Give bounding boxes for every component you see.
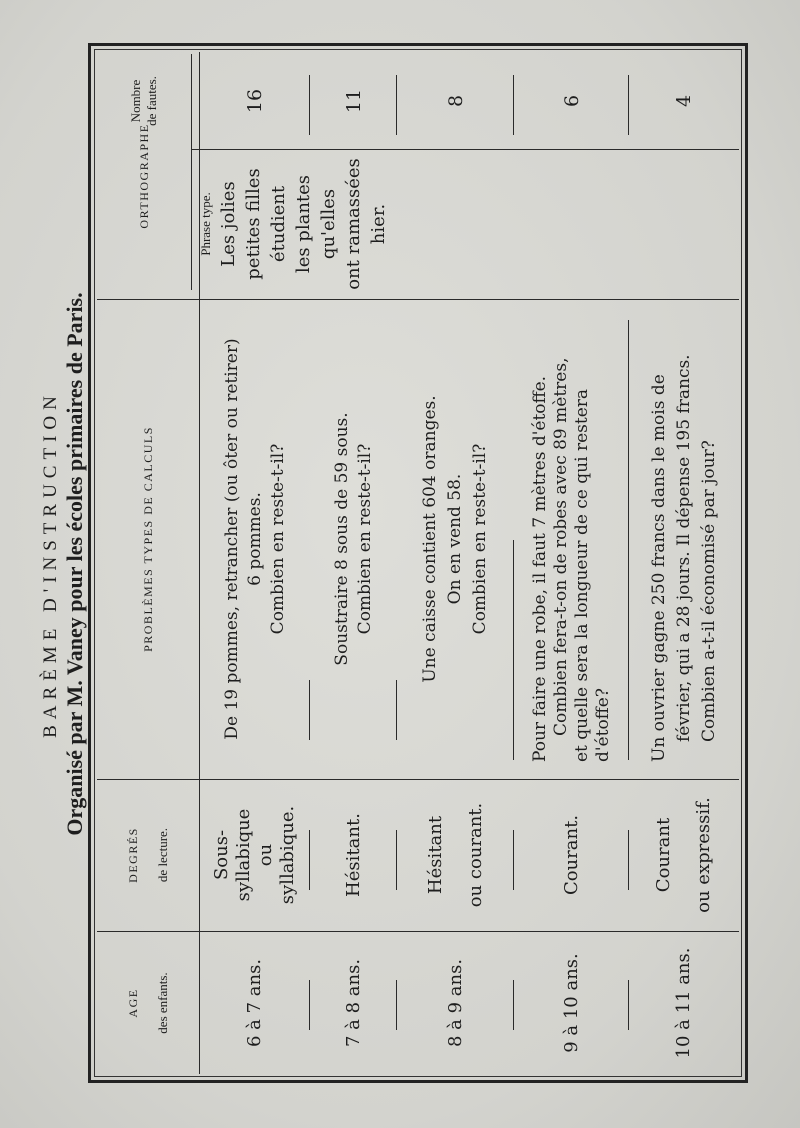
probleme-line: Pour faire une robe, il faut 7 mètres d'étoffe. bbox=[529, 375, 550, 762]
probleme-line: Combien en reste-t-il? bbox=[267, 443, 288, 635]
fautes-value: 16 bbox=[244, 88, 266, 114]
phrase-line: Les jolies bbox=[217, 181, 239, 267]
header-nombre bbox=[97, 54, 191, 148]
phrase-line: les plantes bbox=[292, 174, 314, 274]
row2-probleme bbox=[311, 300, 396, 778]
probleme-line: d'étoffe? bbox=[592, 688, 613, 762]
row4-age bbox=[515, 932, 628, 1074]
header-degres bbox=[97, 780, 199, 930]
page-subtitle: Organisé par M. Vaney pour les écoles primaires de Paris. bbox=[62, 292, 87, 836]
probleme-line: Un ouvrier gagne 250 francs dans le mois de bbox=[648, 374, 669, 762]
degre-line: Hésitant. bbox=[342, 813, 364, 897]
header-orthographe-label: ORTHOGRAPHE bbox=[136, 123, 151, 229]
degre-line: syllabique bbox=[233, 808, 254, 902]
header-degres-sub: de lecture. bbox=[154, 827, 170, 883]
row2-degre bbox=[311, 780, 396, 930]
probleme-line: février, qui a 28 jours. Il dépense 195 francs. bbox=[673, 354, 694, 742]
header-age-sub: des enfants. bbox=[154, 972, 170, 1034]
fautes-value: 6 bbox=[560, 94, 583, 108]
row1-probleme bbox=[201, 300, 309, 778]
row3-degre bbox=[398, 780, 513, 930]
age-value: 8 à 9 ans. bbox=[444, 958, 466, 1048]
phrase-line: ont ramassées bbox=[342, 158, 364, 290]
probleme-line: On en vend 58. bbox=[445, 473, 465, 605]
header-age-label: AGE bbox=[125, 988, 140, 1018]
page-title: BARÈME D'INSTRUCTION bbox=[40, 390, 61, 738]
row2-fautes bbox=[311, 54, 396, 148]
phrase-line: hier. bbox=[367, 203, 389, 245]
row1-degre bbox=[201, 780, 309, 930]
row1-fautes bbox=[201, 54, 309, 148]
age-value: 9 à 10 ans. bbox=[560, 953, 582, 1053]
probleme-line: Combien a-t-il économisé par jour? bbox=[698, 440, 719, 742]
row5-age bbox=[630, 932, 738, 1074]
degre-line: Courant. bbox=[560, 814, 582, 896]
row4-probleme bbox=[515, 300, 628, 762]
row4-degre bbox=[515, 780, 628, 930]
phrase-line: qu'elles bbox=[317, 188, 339, 260]
header-problemes bbox=[97, 300, 199, 778]
header-degres-label: DEGRÉS bbox=[125, 827, 140, 883]
degre-line: ou bbox=[255, 843, 276, 867]
header-phrase-label: Phrase type. bbox=[198, 192, 213, 256]
header-nombre-sub: de fautes. bbox=[144, 76, 159, 126]
age-value: 6 à 7 ans. bbox=[244, 958, 265, 1048]
probleme-line: et quelle sera la longueur de ce qui restera bbox=[571, 388, 592, 762]
degre-line: ou expressif. bbox=[693, 797, 714, 913]
fautes-value: 4 bbox=[673, 94, 695, 108]
probleme-line: Une caisse contient 604 oranges. bbox=[420, 395, 440, 683]
phrase-line: étudient bbox=[267, 185, 289, 263]
row5-degre bbox=[630, 780, 738, 930]
row5-probleme bbox=[630, 300, 738, 762]
degre-line: Hésitant bbox=[424, 815, 446, 895]
phrase-line: petites filles bbox=[242, 168, 264, 280]
probleme-line: Combien fera-t-on de robes avec 89 mètres, bbox=[550, 357, 571, 736]
probleme-line: Combien en reste-t-il? bbox=[354, 443, 375, 635]
header-problemes-label: PROBLÈMES TYPES DE CALCULS bbox=[140, 426, 155, 652]
header-age bbox=[97, 932, 199, 1074]
row2-age bbox=[311, 932, 396, 1074]
age-value: 10 à 11 ans. bbox=[673, 947, 694, 1059]
degre-line: ou courant. bbox=[464, 802, 486, 908]
row3-age bbox=[398, 932, 513, 1074]
header-nombre-label: Nombre bbox=[128, 79, 143, 123]
row1-age bbox=[201, 932, 309, 1074]
row5-fautes bbox=[630, 54, 738, 148]
bareme-table bbox=[88, 43, 748, 1083]
probleme-line: Combien en reste-t-il? bbox=[470, 443, 490, 635]
degre-line: syllabique. bbox=[277, 805, 298, 905]
row4-fautes bbox=[515, 54, 628, 148]
degre-line: Courant bbox=[653, 817, 674, 893]
probleme-line: 6 pommes. bbox=[244, 492, 265, 586]
probleme-line: De 19 pommes, retrancher (ou ôter ou retirer) bbox=[221, 338, 242, 740]
phrase-type bbox=[203, 150, 403, 298]
age-value: 7 à 8 ans. bbox=[342, 958, 364, 1048]
fautes-value: 8 bbox=[444, 94, 467, 108]
degre-line: Sous- bbox=[211, 829, 232, 881]
row3-fautes bbox=[398, 54, 513, 148]
row3-probleme bbox=[398, 300, 513, 778]
fautes-value: 11 bbox=[342, 88, 365, 114]
probleme-line: Soustraire 8 sous de 59 sous. bbox=[331, 412, 352, 666]
